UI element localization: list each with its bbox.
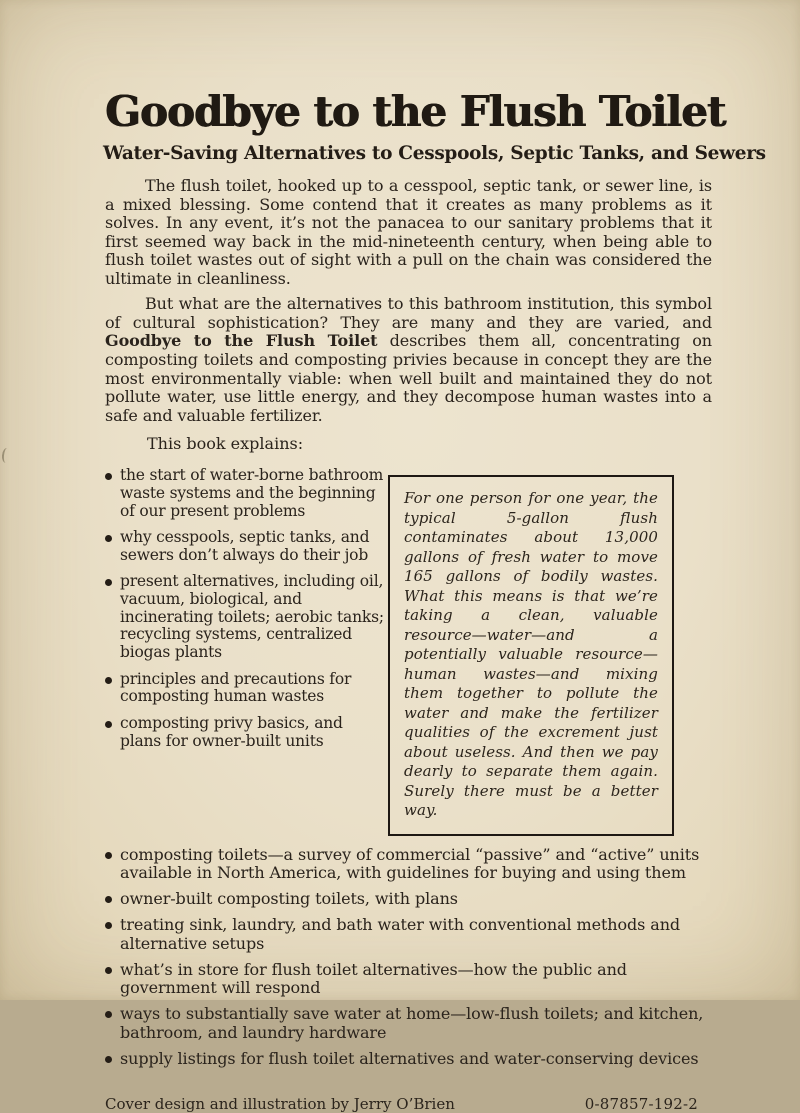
bullet-icon [105,677,112,684]
bullet-text: why cesspools, septic tanks, and sewers don’t always do their job [120,528,370,564]
paragraph-alternatives [105,295,712,425]
list-item [105,961,712,997]
bullet-text: owner-built composting toilets, with plans [120,889,458,909]
bullet-icon [105,967,112,974]
footer [105,1095,712,1113]
scan-artifact [1,448,12,464]
topics-list-left [105,467,388,750]
isbn: 0-87857-192-2 [584,1095,698,1113]
list-item [105,890,712,908]
book-title-inline: Goodbye to the Flush Toilet [105,331,378,351]
bullet-text: supply listings for flush toilet alternatives and water-conserving devices [120,1048,699,1068]
list-item [105,715,388,750]
bullet-text: treating sink, laundry, and bath water with conventional methods and alternative setups [120,915,681,953]
bullet-icon [105,535,112,542]
bullet-text: composting toilets—a survey of commercial “passive” and “active” units available in North America, with guidelines for buying and using them [120,844,700,882]
bullet-text: ways to substantially save water at home—low-flush toilets; and kitchen, bathroom, and laundry hardware [120,1004,704,1042]
bullet-icon [105,896,112,903]
bullet-text: the start of water-borne bathroom waste systems and the beginning of our present problems [120,466,384,520]
paragraph-intro: The flush toilet, hooked up to a cesspool, septic tank, or sewer line, is a mixed blessing. Some contend that it creates as many problems as it solves. In any event, it’s not the panacea to our sanitary problems that it first seemed way back in the mid-nineteenth century, when being able to flush toilet wastes out of sight with a pull on the chain was considered the ultimate in cleanliness. [105,176,712,288]
bullet-text: present alternatives, including oil, vacuum, biological, and incinerating toilets; aerobic tanks; recycling systems, centralized biogas plants [120,572,384,662]
pull-quote-text: For one person for one year, the typical 5-gallon flush contaminates about 13,000 gallons of fresh water to move 165 gallons of bodily wastes. What this means is that we’re taking a clean, valuable resource—water—and a potentially valuable resource—human wastes—and mixing them together to pollute the water and make the fertilizer qualities of the excrement just about useless. And then we pay dearly to separate them again. Surely there must be a better way. [404,489,658,820]
bullet-icon [105,473,112,480]
list-item [105,671,388,706]
bullet-icon [105,852,112,859]
topics-left-column [105,458,388,750]
bullet-text: composting privy basics, and plans for owner-built units [120,714,343,750]
list-item [105,846,712,882]
list-item [105,1005,712,1041]
bullet-text: what’s in store for flush toilet alternatives—how the public and government will respond [120,959,627,998]
list-item [105,1050,712,1068]
pull-quote-box [388,475,674,836]
bullet-icon [105,1056,112,1063]
list-item [105,467,388,520]
paragraph-alternatives-end: describes them all, concentrating on composting toilets and composting privies because in concept they are the most environmentally viable: when well built and maintained they do not pollute water, use little energy, and they decompose human wastes into a safe and valuable fertilizer. [105,331,712,425]
bullet-icon [105,1011,112,1018]
list-item [105,916,712,952]
list-item [105,529,388,564]
paragraph-alternatives-start: But what are the alternatives to this bathroom institution, this symbol of cultural sophistication? They are many and they are varied, and [105,294,712,332]
explains-label: This book explains: [147,434,304,454]
subtitle: Water-Saving Alternatives to Cesspools, Septic Tanks, and Sewers [103,143,766,165]
bullet-text: principles and precautions for composting human wastes [120,669,352,706]
bullet-icon [105,579,112,586]
bullet-icon [105,922,112,929]
bullet-icon [105,721,112,728]
topics-list-full [105,846,712,1068]
topics-and-quote-row [105,458,712,836]
list-item [105,573,388,661]
page-title: Goodbye to the Flush Toilet [105,87,726,136]
cover-credit: Cover design and illustration by Jerry O’Brien [105,1095,455,1113]
